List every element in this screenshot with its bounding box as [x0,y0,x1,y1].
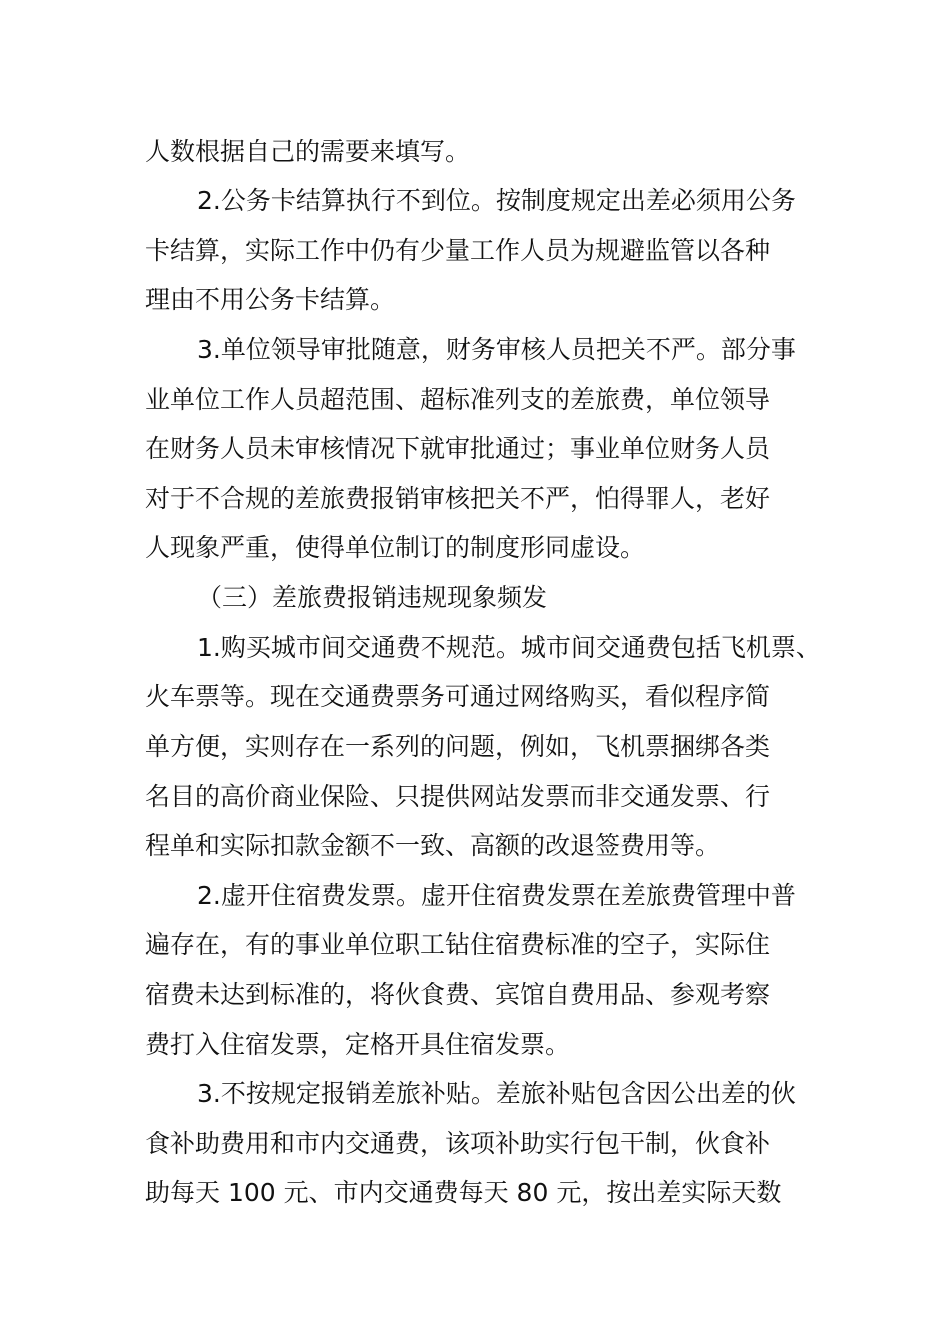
section-heading: （三）差旅费报销违规现象频发 [197,583,548,612]
text-line: 程单和实际扣款金额不一致、高额的改退签费用等。 [145,831,721,860]
paragraph-heading: 3.不按规定报销差旅补贴。差旅补贴包含因公出差的伙 [197,1079,796,1108]
text-line: 名目的高价商业保险、只提供网站发票而非交通发票、行 [145,782,771,811]
text-line: 遍存在，有的事业单位职工钻住宿费标准的空子，实际住 [145,930,771,959]
paragraph-heading: 1.购买城市间交通费不规范。城市间交通费包括飞机票、 [197,633,821,662]
text-line: 业单位工作人员超范围、超标准列支的差旅费，单位领导 [145,385,771,414]
paragraph-heading: 3.单位领导审批随意，财务审核人员把关不严。部分事 [197,335,796,364]
text-line: 卡结算，实际工作中仍有少量工作人员为规避监管以各种 [145,236,771,265]
text-line: 助每天 100 元、市内交通费每天 80 元，按出差实际天数 [145,1178,782,1207]
text-line: 宿费未达到标准的，将伙食费、宾馆自费用品、参观考察 [145,980,771,1009]
text-line: 费打入住宿发票，定格开具住宿发票。 [145,1030,571,1059]
text-line: 对于不合规的差旅费报销审核把关不严，怕得罪人，老好 [145,484,771,513]
text-line: 火车票等。现在交通费票务可通过网络购买，看似程序简 [145,682,771,711]
text-line: 食补助费用和市内交通费，该项补助实行包干制，伙食补 [145,1129,771,1158]
text-line: 理由不用公务卡结算。 [145,285,396,314]
text-line: 人数根据自己的需要来填写。 [145,137,471,166]
paragraph-heading: 2.虚开住宿费发票。虚开住宿费发票在差旅费管理中普 [197,881,796,910]
text-line: 在财务人员未审核情况下就审批通过；事业单位财务人员 [145,434,771,463]
paragraph-heading: 2.公务卡结算执行不到位。按制度规定出差必须用公务 [197,186,796,215]
text-line: 单方便，实则存在一系列的问题，例如，飞机票捆绑各类 [145,732,771,761]
text-line: 人现象严重，使得单位制订的制度形同虚设。 [145,533,646,562]
